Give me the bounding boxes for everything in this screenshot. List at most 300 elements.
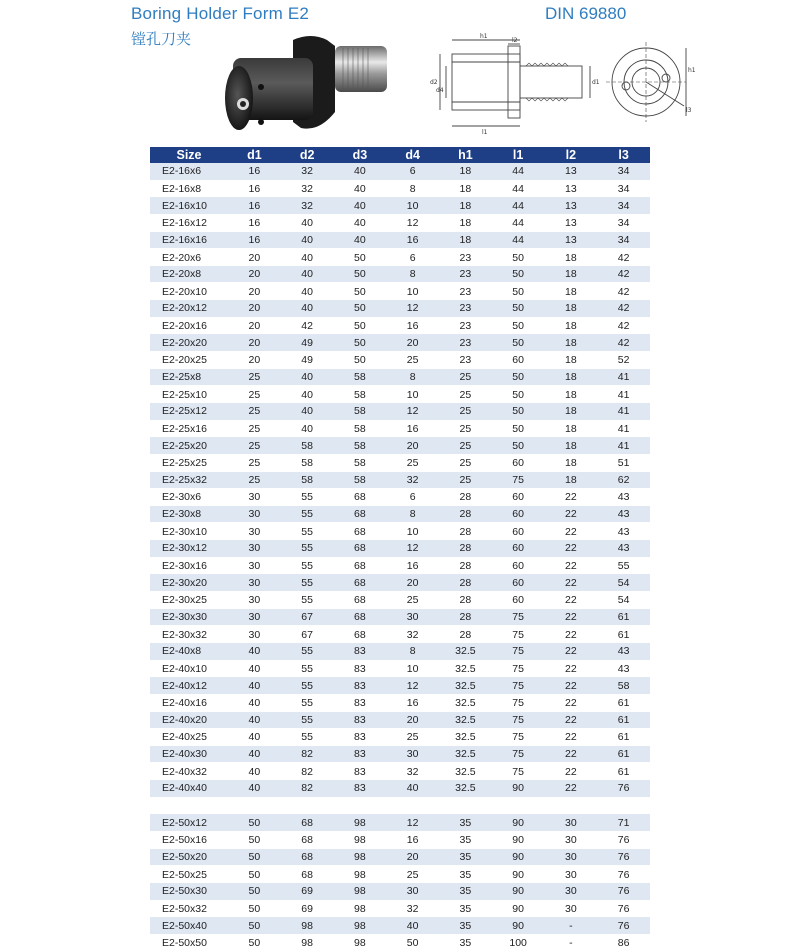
cell-d2: 55 (281, 540, 334, 557)
cell-d1: 20 (248, 320, 261, 333)
cell-d2: 40 (301, 285, 313, 298)
table-row (150, 334, 650, 351)
cell-h1: 18 (459, 217, 472, 230)
cell-size: E2-30x8 (150, 506, 228, 523)
cell-d3: 58 (334, 437, 387, 454)
cell-size: E2-16x16 (150, 232, 228, 249)
cell-l1: 50 (492, 403, 545, 420)
cell-l3: 43 (617, 491, 630, 504)
cell-h1: 32.5 (455, 731, 476, 744)
cell-h1: 28 (439, 609, 492, 626)
cell-d3: 98 (354, 834, 366, 847)
cell-l3: 41 (617, 388, 630, 401)
table-row (150, 694, 650, 711)
cell-d2: 40 (301, 217, 313, 230)
cell-l3: 41 (597, 369, 650, 386)
cell-d4: 20 (386, 334, 439, 351)
cell-d2: 58 (281, 437, 334, 454)
table-row (150, 506, 650, 523)
cell-h1: 32.5 (455, 765, 476, 778)
cell-d2: 82 (281, 780, 334, 797)
cell-l1: 60 (512, 594, 524, 607)
col-header-d3: d3 (334, 147, 387, 163)
cell-size: E2-40x12 (150, 677, 228, 694)
cell-l3: 61 (617, 731, 630, 744)
page-subtitle: 镗孔刀夹 (131, 30, 192, 48)
table-row (150, 266, 650, 283)
table-row (150, 214, 650, 231)
cell-d2: 55 (301, 491, 313, 504)
cell-l1: 50 (512, 388, 524, 401)
table-row (150, 660, 650, 677)
cell-l2: 22 (545, 780, 598, 797)
cell-h1: 18 (439, 163, 492, 180)
cell-size: E2-25x16 (162, 422, 207, 435)
cell-l2: 30 (565, 834, 577, 847)
cell-h1: 35 (459, 834, 472, 847)
cell-d1: 30 (228, 609, 281, 626)
cell-d1: 30 (248, 525, 261, 538)
cell-d2: 32 (281, 163, 334, 180)
cell-h1: 35 (459, 902, 472, 915)
cell-size: E2-50x32 (162, 902, 207, 915)
cell-d1: 30 (228, 540, 281, 557)
table-row (150, 763, 650, 780)
cell-size: E2-40x32 (162, 765, 207, 778)
cell-d3: 83 (334, 780, 387, 797)
cell-l1: 60 (512, 491, 524, 504)
cell-l3: 76 (597, 849, 650, 866)
cell-d4: 8 (386, 369, 439, 386)
cell-d2: 55 (281, 643, 334, 660)
cell-d2: 58 (301, 457, 313, 470)
cell-l2: - (545, 917, 598, 934)
cell-l2: 22 (545, 574, 598, 591)
boring-holder-photo (215, 32, 405, 137)
cell-d3: 83 (354, 765, 366, 778)
cell-size: E2-20x12 (150, 300, 228, 317)
cell-l2: 22 (565, 662, 577, 675)
cell-d1: 50 (248, 937, 261, 950)
cell-l2: 22 (565, 765, 577, 778)
table-row (150, 420, 650, 437)
cell-d3: 58 (334, 472, 387, 489)
cell-l3: 43 (597, 506, 650, 523)
cell-d3: 83 (334, 677, 387, 694)
cell-size: E2-40x20 (150, 712, 228, 729)
cell-l1: 75 (512, 697, 524, 710)
cell-l1: 50 (512, 422, 524, 435)
cell-l1: 90 (492, 849, 545, 866)
cell-d2: 69 (301, 902, 313, 915)
cell-d3: 40 (354, 182, 366, 195)
cell-d1: 20 (228, 266, 281, 283)
cell-d2: 40 (281, 232, 334, 249)
cell-d1: 40 (248, 765, 261, 778)
cell-d3: 83 (334, 746, 387, 763)
cell-h1: 28 (439, 540, 492, 557)
table-row (150, 712, 650, 729)
cell-d1: 40 (248, 662, 261, 675)
cell-d3: 68 (354, 525, 366, 538)
cell-l3: 34 (617, 182, 630, 195)
cell-d3: 83 (354, 731, 366, 744)
table-row (150, 866, 650, 883)
cell-l1: 50 (492, 369, 545, 386)
cell-l3: 61 (617, 697, 630, 710)
cell-l1: 44 (512, 217, 524, 230)
spacer-cell (150, 797, 650, 814)
table-row (150, 574, 650, 591)
cell-l3: 55 (617, 560, 630, 573)
cell-l3: 41 (597, 437, 650, 454)
cell-d2: 55 (301, 662, 313, 675)
cell-d2: 68 (281, 849, 334, 866)
cell-l1: 50 (512, 285, 524, 298)
cell-d2: 32 (281, 197, 334, 214)
cell-l3: 43 (617, 525, 630, 538)
cell-d1: 30 (228, 574, 281, 591)
table-row (150, 386, 650, 403)
cell-l2: 13 (565, 182, 577, 195)
table-row (150, 729, 650, 746)
table-row (150, 300, 650, 317)
cell-l2: 22 (565, 628, 577, 641)
cell-h1: 25 (459, 422, 472, 435)
cell-l2: 22 (545, 506, 598, 523)
cell-h1: 35 (439, 917, 492, 934)
cell-h1: 25 (439, 437, 492, 454)
cell-d1: 16 (248, 217, 261, 230)
cell-d3: 98 (354, 902, 366, 915)
cell-d2: 40 (281, 403, 334, 420)
table-row (150, 609, 650, 626)
table-row (150, 472, 650, 489)
cell-d2: 55 (301, 560, 313, 573)
cell-d4: 30 (386, 883, 439, 900)
cell-size: E2-16x8 (162, 182, 202, 195)
cell-d2: 42 (301, 320, 313, 333)
cell-d2: 32 (301, 182, 313, 195)
cell-d4: 32 (406, 902, 419, 915)
cell-l2: 18 (565, 320, 577, 333)
cell-h1: 23 (459, 354, 472, 367)
cell-d2: 98 (281, 917, 334, 934)
cell-d1: 40 (228, 643, 281, 660)
cell-h1: 28 (459, 491, 472, 504)
cell-l3: 76 (617, 902, 630, 915)
cell-l1: 50 (492, 266, 545, 283)
cell-h1: 32.5 (439, 712, 492, 729)
cell-d2: 40 (301, 251, 313, 264)
standard-label: DIN 69880 (545, 4, 627, 23)
cell-d3: 68 (354, 491, 366, 504)
cell-d3: 83 (334, 643, 387, 660)
cell-d3: 40 (334, 232, 387, 249)
table-row (150, 317, 650, 334)
cell-size: E2-30x25 (162, 594, 207, 607)
cell-size: E2-20x20 (150, 334, 228, 351)
cell-l1: 75 (492, 643, 545, 660)
col-header-l2: l2 (545, 147, 598, 163)
cell-l2: 30 (545, 883, 598, 900)
cell-h1: 28 (459, 525, 472, 538)
spec-table (150, 147, 650, 951)
cell-d4: 16 (406, 422, 419, 435)
cell-l3: 76 (597, 917, 650, 934)
cell-size: E2-30x12 (150, 540, 228, 557)
cell-d3: 58 (354, 422, 366, 435)
cell-h1: 28 (459, 594, 472, 607)
svg-text:l2: l2 (512, 37, 518, 44)
cell-d1: 25 (248, 457, 261, 470)
cell-d2: 40 (301, 422, 313, 435)
cell-d3: 68 (334, 609, 387, 626)
svg-text:h1: h1 (688, 67, 696, 74)
cell-h1: 18 (439, 197, 492, 214)
cell-l1: 75 (512, 765, 524, 778)
cell-d2: 69 (281, 883, 334, 900)
cell-d3: 40 (334, 163, 387, 180)
cell-d4: 32 (406, 765, 419, 778)
cell-d4: 25 (406, 731, 419, 744)
cell-l3: 58 (597, 677, 650, 694)
table-row (150, 437, 650, 454)
cell-size: E2-16x6 (150, 163, 228, 180)
table-row (150, 917, 650, 934)
cell-l1: 60 (512, 560, 524, 573)
cell-l1: 75 (512, 731, 524, 744)
cell-size: E2-50x25 (162, 868, 207, 881)
cell-d4: 8 (386, 266, 439, 283)
cell-l3: 43 (617, 662, 630, 675)
col-header-size: Size (150, 147, 228, 163)
cell-d3: 98 (334, 814, 387, 831)
cell-l1: 75 (492, 677, 545, 694)
cell-d3: 83 (354, 662, 366, 675)
cell-l1: 75 (492, 746, 545, 763)
cell-l2: 30 (545, 814, 598, 831)
cell-d1: 50 (228, 814, 281, 831)
cell-d4: 6 (409, 251, 416, 264)
cell-l1: 60 (512, 525, 524, 538)
cell-l3: 34 (597, 232, 650, 249)
cell-d3: 58 (334, 369, 387, 386)
cell-d3: 98 (334, 917, 387, 934)
cell-d1: 40 (248, 697, 261, 710)
cell-d2: 58 (281, 472, 334, 489)
cell-h1: 35 (439, 883, 492, 900)
table-row (150, 831, 650, 848)
cell-l1: 60 (492, 506, 545, 523)
cell-d2: 55 (281, 677, 334, 694)
cell-l3: 43 (597, 643, 650, 660)
cell-d2: 55 (281, 506, 334, 523)
cell-d4: 16 (406, 560, 419, 573)
cell-size: E2-40x30 (150, 746, 228, 763)
cell-size: E2-30x6 (162, 491, 202, 504)
cell-l3: 86 (617, 937, 630, 950)
cell-d1: 50 (248, 902, 261, 915)
cell-l1: 60 (512, 457, 524, 470)
svg-text:l1: l1 (482, 129, 488, 136)
cell-l3: 61 (597, 609, 650, 626)
cell-size: E2-20x8 (150, 266, 228, 283)
cell-l3: 76 (617, 834, 630, 847)
cell-d3: 40 (354, 217, 366, 230)
cell-h1: 32.5 (455, 697, 476, 710)
table-row (150, 454, 650, 471)
cell-d3: 68 (334, 574, 387, 591)
table-row (150, 557, 650, 574)
col-header-d2: d2 (281, 147, 334, 163)
table-row (150, 643, 650, 660)
cell-d1: 20 (248, 354, 261, 367)
table-row (150, 626, 650, 643)
cell-l2: 18 (545, 300, 598, 317)
cell-d4: 8 (386, 643, 439, 660)
cell-d4: 16 (386, 232, 439, 249)
cell-d1: 16 (248, 182, 261, 195)
cell-d4: 12 (386, 540, 439, 557)
cell-size: E2-50x40 (150, 917, 228, 934)
cell-size: E2-30x32 (162, 628, 207, 641)
cell-d1: 50 (228, 917, 281, 934)
cell-l2: 18 (545, 266, 598, 283)
cell-d4: 10 (406, 525, 419, 538)
cell-d1: 50 (228, 849, 281, 866)
cell-l1: 60 (492, 540, 545, 557)
cell-d3: 50 (354, 320, 366, 333)
cell-d3: 50 (334, 300, 387, 317)
cell-d4: 40 (386, 917, 439, 934)
cell-l1: 44 (492, 163, 545, 180)
cell-d3: 58 (354, 457, 366, 470)
cell-d3: 50 (354, 354, 366, 367)
cell-d1: 30 (248, 491, 261, 504)
cell-l2: 18 (565, 251, 577, 264)
cell-l1: 50 (492, 334, 545, 351)
cell-d2: 55 (281, 574, 334, 591)
cell-d3: 83 (334, 712, 387, 729)
cell-l1: 75 (512, 628, 524, 641)
table-row (150, 197, 650, 214)
cell-h1: 35 (439, 814, 492, 831)
cell-l1: 90 (512, 868, 524, 881)
cell-size: E2-30x10 (162, 525, 207, 538)
cell-d2: 98 (301, 937, 313, 950)
cell-l2: 22 (545, 609, 598, 626)
cell-d4: 12 (386, 300, 439, 317)
cell-l2: 18 (545, 403, 598, 420)
cell-l3: 61 (617, 765, 630, 778)
cell-d3: 58 (354, 388, 366, 401)
cell-size: E2-20x16 (162, 320, 207, 333)
cell-d2: 68 (281, 814, 334, 831)
col-header-d1: d1 (228, 147, 281, 163)
cell-d2: 49 (301, 354, 313, 367)
cell-l3: 76 (597, 780, 650, 797)
cell-l3: 42 (617, 251, 630, 264)
cell-d1: 16 (228, 197, 281, 214)
table-row (150, 780, 650, 797)
cell-l2: 22 (565, 697, 577, 710)
cell-l1: 90 (512, 834, 524, 847)
cell-d2: 68 (301, 868, 313, 881)
cell-l3: 34 (597, 163, 650, 180)
cell-d3: 50 (354, 285, 366, 298)
cell-size: E2-16x12 (162, 217, 207, 230)
cell-h1: 25 (439, 369, 492, 386)
cell-d4: 12 (406, 217, 419, 230)
cell-d3: 68 (334, 506, 387, 523)
cell-d2: 55 (281, 712, 334, 729)
cell-d4: 16 (406, 320, 419, 333)
cell-l2: 30 (565, 902, 577, 915)
cell-d1: 30 (248, 560, 261, 573)
cell-d2: 40 (281, 369, 334, 386)
cell-l1: 44 (492, 197, 545, 214)
table-row (150, 883, 650, 900)
cell-l2: 18 (565, 388, 577, 401)
cell-size: E2-50x16 (162, 834, 207, 847)
cell-size: E2-30x20 (150, 574, 228, 591)
cell-d1: 20 (248, 285, 261, 298)
cell-d4: 30 (386, 609, 439, 626)
cell-d2: 67 (301, 628, 313, 641)
cell-h1: 32.5 (439, 677, 492, 694)
cell-d2: 40 (281, 266, 334, 283)
table-row (150, 249, 650, 266)
cell-size: E2-30x30 (150, 609, 228, 626)
cell-h1: 28 (439, 506, 492, 523)
cell-l3: 51 (617, 457, 630, 470)
cell-size: E2-20x10 (162, 285, 207, 298)
cell-d4: 32 (386, 472, 439, 489)
cell-d3: 58 (334, 403, 387, 420)
cell-h1: 25 (439, 472, 492, 489)
cell-l3: 61 (597, 746, 650, 763)
cell-size: E2-25x25 (162, 457, 207, 470)
cell-l2: 30 (545, 849, 598, 866)
cell-l3: 76 (617, 868, 630, 881)
cell-d4: 10 (406, 662, 419, 675)
cell-l2: 13 (545, 232, 598, 249)
table-row (150, 403, 650, 420)
cell-h1: 25 (459, 388, 472, 401)
svg-text:d1: d1 (592, 79, 600, 86)
cell-h1: 23 (459, 285, 472, 298)
table-row (150, 283, 650, 300)
col-header-h1: h1 (439, 147, 492, 163)
cell-d1: 25 (228, 437, 281, 454)
cell-l1: 90 (492, 814, 545, 831)
cell-l1: 60 (512, 354, 524, 367)
cell-d4: 20 (386, 712, 439, 729)
cell-l2: 18 (545, 334, 598, 351)
col-header-l3: l3 (597, 147, 650, 163)
cell-d4: 50 (406, 937, 419, 950)
cell-d1: 50 (248, 834, 261, 847)
cell-l3: 61 (597, 712, 650, 729)
svg-text:d4: d4 (436, 87, 444, 94)
cell-d4: 16 (406, 834, 419, 847)
cell-l2: 18 (545, 369, 598, 386)
table-row (150, 592, 650, 609)
cell-size: E2-40x10 (162, 662, 207, 675)
cell-l1: 75 (492, 712, 545, 729)
cell-l3: 71 (597, 814, 650, 831)
